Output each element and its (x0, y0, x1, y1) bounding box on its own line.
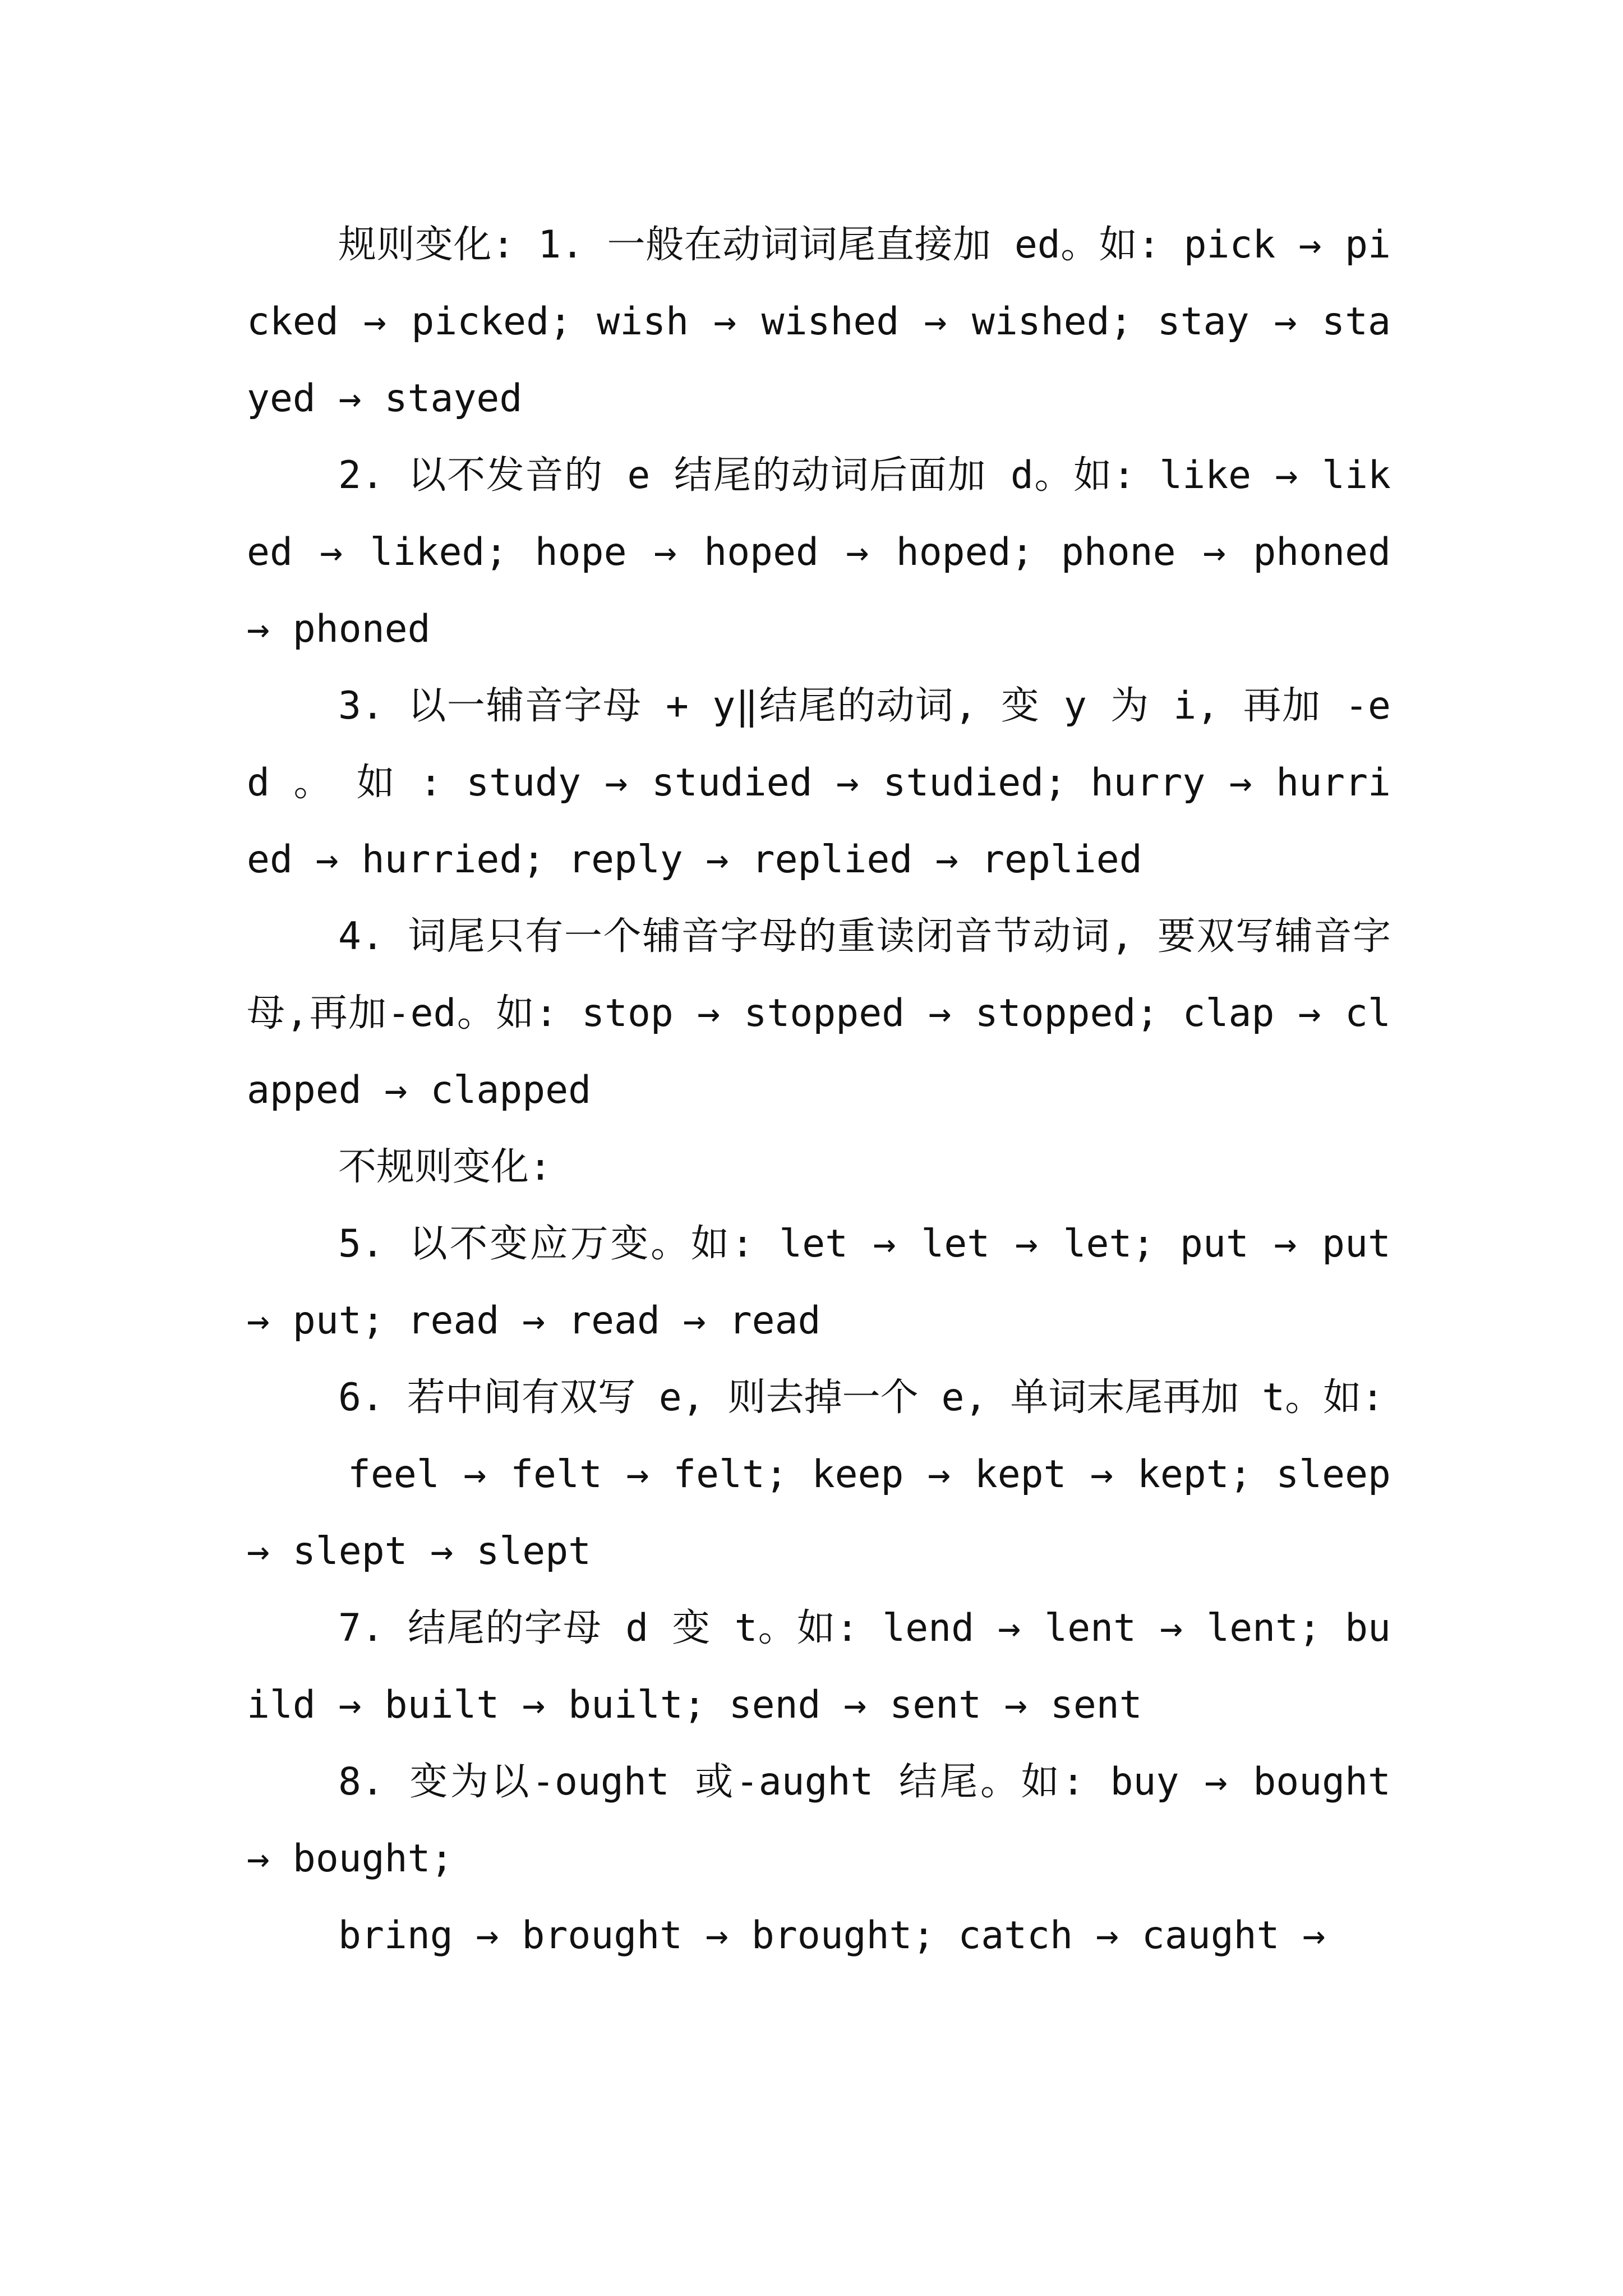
paragraph-irregular-rule-6: 6. 若中间有双写 e, 则去掉一个 e, 单词末尾再加 t。如: (338, 1375, 1385, 1420)
paragraph-irregular-rule-8: 8. 变为以-ought 或-aught 结尾。如: buy → bought → bought; (247, 1760, 1391, 1881)
paragraph-irregular-rule-7: 7. 结尾的字母 d 变 t。如: lend → lent → lent; build → built → built; send → sent → sent (247, 1606, 1391, 1727)
paragraph-rule-6-examples: feel → felt → felt; keep → kept → kept; sleep → slept → slept (247, 1452, 1391, 1573)
paragraph-rule-8-examples: bring → brought → brought; catch → caught → (338, 1913, 1326, 1958)
document-page (247, 206, 1391, 1974)
paragraph-irregular-rule-5: 5. 以不变应万变。如: let → let → let; put → put → put; read → read → read (247, 1222, 1391, 1343)
paragraph-regular-rule-3: 3. 以一辅音字母 + y‖结尾的动词, 变 y 为 i, 再加 -ed 。 如 : study → studied → studied; hurry → hurried → hurried; reply → replied → replied (247, 684, 1391, 882)
paragraph-regular-rule-2: 2. 以不发音的 e 结尾的动词后面加 d。如: like → liked → liked; hope → hoped → hoped; phone → phoned → phoned (247, 453, 1391, 651)
paragraph-regular-rule-1: 规则变化: 1. 一般在动词词尾直接加 ed。如: pick → picked → picked; wish → wished → wished; stay → stayed → stayed (247, 223, 1391, 421)
heading-irregular-changes: 不规则变化: (338, 1145, 552, 1189)
paragraph-regular-rule-4: 4. 词尾只有一个辅音字母的重读闭音节动词, 要双写辅音字母,再加-ed。如: stop → stopped → stopped; clap → clapped → clapped (247, 914, 1391, 1112)
